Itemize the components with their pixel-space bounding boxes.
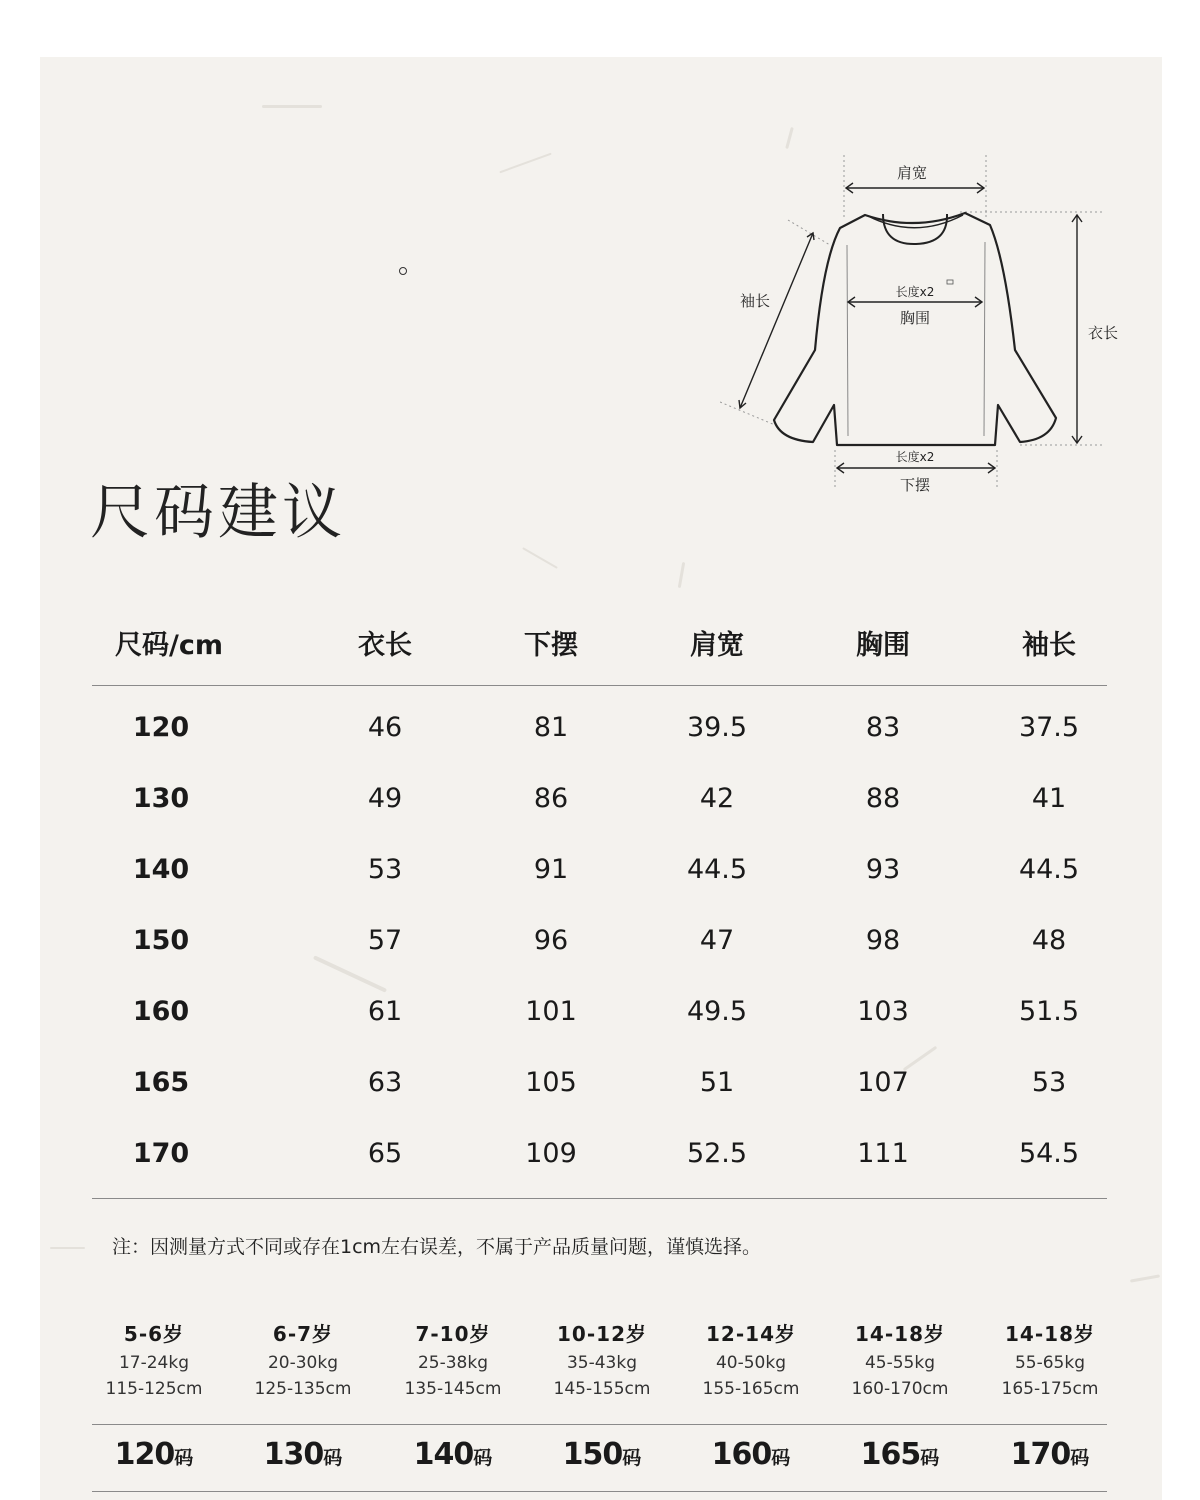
height-range: 115-125cm bbox=[105, 1379, 203, 1399]
recommended-size bbox=[825, 1437, 975, 1472]
recommended-size bbox=[527, 1437, 677, 1472]
age-recommendation-row bbox=[92, 1318, 1107, 1425]
cell-chest: 107 bbox=[857, 1067, 909, 1098]
cell-shoulder: 51 bbox=[699, 1067, 735, 1098]
cell-sleeve: 41 bbox=[1031, 783, 1067, 814]
cell-size: 165 bbox=[132, 1067, 190, 1098]
shoulder-label: 肩宽 bbox=[896, 164, 928, 182]
cell-sleeve: 44.5 bbox=[1018, 854, 1080, 885]
age-range: 12-14岁 bbox=[706, 1322, 796, 1346]
height-range: 155-165cm bbox=[702, 1379, 800, 1399]
cell-length: 53 bbox=[367, 854, 403, 885]
age-range: 6-7岁 bbox=[272, 1322, 334, 1346]
cell-hem: 91 bbox=[533, 854, 569, 885]
weight-range: 55-65kg bbox=[1014, 1353, 1086, 1373]
cell-hem: 101 bbox=[525, 996, 577, 1027]
recommended-size bbox=[378, 1437, 528, 1472]
size-number: 170 bbox=[1010, 1437, 1071, 1472]
recommended-size bbox=[975, 1437, 1125, 1472]
header-chest: 胸围 bbox=[856, 630, 910, 661]
height-range: 145-155cm bbox=[553, 1379, 651, 1399]
size-chart-table bbox=[92, 605, 1107, 1199]
age-range: 7-10岁 bbox=[415, 1322, 491, 1346]
cell-shoulder: 47 bbox=[699, 925, 735, 956]
weight-range: 25-38kg bbox=[417, 1353, 489, 1373]
age-group bbox=[79, 1318, 229, 1402]
size-unit: 码 bbox=[771, 1447, 791, 1469]
chest-note: 长度x2 bbox=[895, 285, 935, 299]
table-row bbox=[92, 1047, 1107, 1118]
height-range: 125-135cm bbox=[254, 1379, 352, 1399]
recommended-size-row bbox=[92, 1425, 1107, 1492]
age-range: 14-18岁 bbox=[855, 1322, 945, 1346]
cell-hem: 109 bbox=[525, 1138, 577, 1169]
weight-range: 45-55kg bbox=[864, 1353, 936, 1373]
table-row bbox=[92, 692, 1107, 763]
size-unit: 码 bbox=[622, 1447, 642, 1469]
cell-chest: 93 bbox=[865, 854, 901, 885]
cell-length: 61 bbox=[367, 996, 403, 1027]
length-label: 衣长 bbox=[1087, 324, 1119, 342]
table-row bbox=[92, 905, 1107, 976]
hem-note: 长度x2 bbox=[895, 450, 935, 464]
age-group bbox=[676, 1318, 826, 1402]
sleeve-label: 袖长 bbox=[739, 292, 771, 310]
cell-hem: 105 bbox=[525, 1067, 577, 1098]
tshirt-measurement-diagram bbox=[720, 150, 1120, 500]
cell-size: 140 bbox=[132, 854, 190, 885]
size-number: 140 bbox=[413, 1437, 474, 1472]
height-range: 165-175cm bbox=[1001, 1379, 1099, 1399]
weight-range: 40-50kg bbox=[715, 1353, 787, 1373]
age-range: 5-6岁 bbox=[123, 1322, 185, 1346]
table-row bbox=[92, 763, 1107, 834]
small-circle-mark bbox=[399, 267, 407, 275]
cell-size: 120 bbox=[132, 712, 190, 743]
age-range: 14-18岁 bbox=[1005, 1322, 1095, 1346]
table-row bbox=[92, 1118, 1107, 1189]
size-unit: 码 bbox=[473, 1447, 493, 1469]
table-row bbox=[92, 834, 1107, 905]
table-header-row bbox=[92, 605, 1107, 686]
cell-chest: 111 bbox=[857, 1138, 909, 1169]
header-shoulder: 肩宽 bbox=[690, 630, 744, 661]
cell-length: 65 bbox=[367, 1138, 403, 1169]
recommended-size bbox=[228, 1437, 378, 1472]
measurement-note: 注：因测量方式不同或存在1cm左右误差，不属于产品质量问题，谨慎选择。 bbox=[112, 1236, 762, 1258]
cell-size: 160 bbox=[132, 996, 190, 1027]
age-group bbox=[378, 1318, 528, 1402]
cell-sleeve: 51.5 bbox=[1018, 996, 1080, 1027]
size-number: 130 bbox=[263, 1437, 324, 1472]
header-sleeve: 袖长 bbox=[1022, 630, 1076, 661]
table-row bbox=[92, 976, 1107, 1047]
cell-length: 46 bbox=[367, 712, 403, 743]
weight-range: 17-24kg bbox=[118, 1353, 190, 1373]
cell-size: 170 bbox=[132, 1138, 190, 1169]
cell-size: 130 bbox=[132, 783, 190, 814]
size-number: 150 bbox=[562, 1437, 623, 1472]
recommended-size bbox=[676, 1437, 826, 1472]
size-unit: 码 bbox=[920, 1447, 940, 1469]
header-length: 衣长 bbox=[358, 630, 412, 661]
tshirt-outline-icon bbox=[720, 150, 1120, 500]
cell-chest: 83 bbox=[865, 712, 901, 743]
cell-shoulder: 52.5 bbox=[686, 1138, 748, 1169]
recommended-size bbox=[79, 1437, 229, 1472]
cell-shoulder: 49.5 bbox=[686, 996, 748, 1027]
cell-chest: 103 bbox=[857, 996, 909, 1027]
chest-label: 胸围 bbox=[899, 309, 931, 327]
cell-length: 63 bbox=[367, 1067, 403, 1098]
cell-hem: 81 bbox=[533, 712, 569, 743]
age-range: 10-12岁 bbox=[557, 1322, 647, 1346]
size-number: 160 bbox=[711, 1437, 772, 1472]
cell-shoulder: 44.5 bbox=[686, 854, 748, 885]
size-unit: 码 bbox=[174, 1447, 194, 1469]
cell-sleeve: 54.5 bbox=[1018, 1138, 1080, 1169]
table-body bbox=[92, 686, 1107, 1199]
height-range: 135-145cm bbox=[404, 1379, 502, 1399]
weight-range: 20-30kg bbox=[267, 1353, 339, 1373]
size-number: 165 bbox=[860, 1437, 921, 1472]
cell-sleeve: 37.5 bbox=[1018, 712, 1080, 743]
cell-length: 49 bbox=[367, 783, 403, 814]
age-group bbox=[228, 1318, 378, 1402]
page-title: 尺码建议 bbox=[90, 478, 346, 549]
cell-hem: 96 bbox=[533, 925, 569, 956]
height-range: 160-170cm bbox=[851, 1379, 949, 1399]
size-unit: 码 bbox=[323, 1447, 343, 1469]
age-group bbox=[975, 1318, 1125, 1402]
cell-sleeve: 48 bbox=[1031, 925, 1067, 956]
cell-hem: 86 bbox=[533, 783, 569, 814]
age-group bbox=[825, 1318, 975, 1402]
cell-shoulder: 39.5 bbox=[686, 712, 748, 743]
cell-chest: 98 bbox=[865, 925, 901, 956]
cell-size: 150 bbox=[132, 925, 190, 956]
header-hem: 下摆 bbox=[524, 630, 578, 661]
cell-chest: 88 bbox=[865, 783, 901, 814]
size-number: 120 bbox=[114, 1437, 175, 1472]
weight-range: 35-43kg bbox=[566, 1353, 638, 1373]
age-group bbox=[527, 1318, 677, 1402]
cell-length: 57 bbox=[367, 925, 403, 956]
header-size: 尺码/cm bbox=[115, 630, 223, 661]
cell-sleeve: 53 bbox=[1031, 1067, 1067, 1098]
size-unit: 码 bbox=[1070, 1447, 1090, 1469]
hem-label: 下摆 bbox=[899, 476, 931, 494]
cell-shoulder: 42 bbox=[699, 783, 735, 814]
